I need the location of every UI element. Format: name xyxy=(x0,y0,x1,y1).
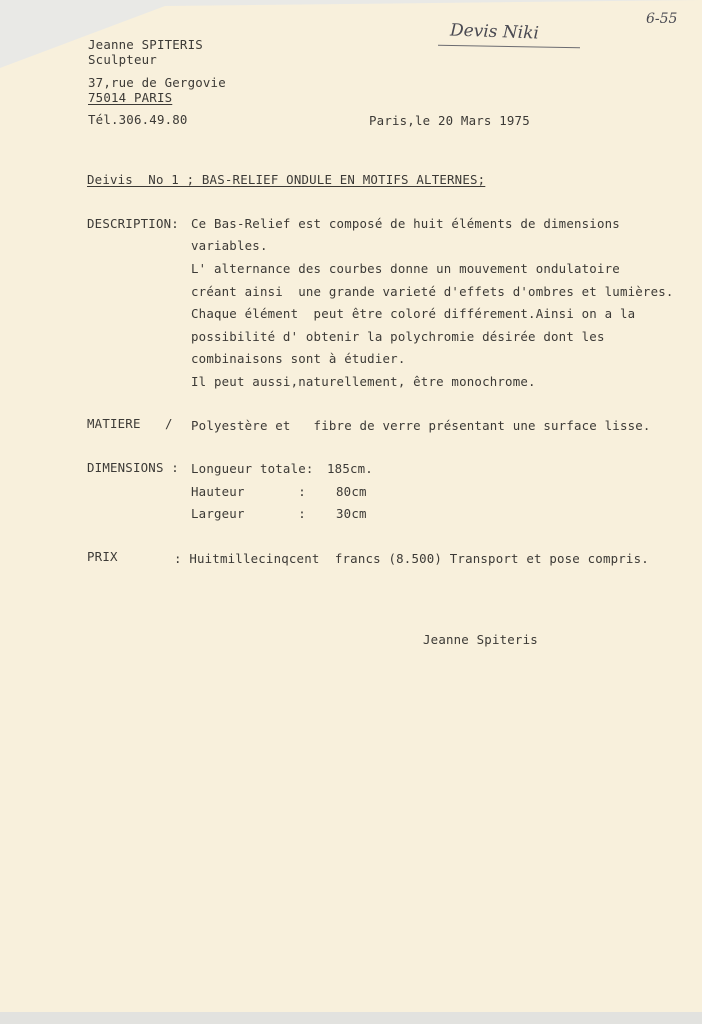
sender-phone: Tél.306.49.80 xyxy=(88,112,188,127)
prix-value: : Huitmillecinqcent francs (8.500) Transport et pose compris. xyxy=(174,551,649,566)
dimension-value: 30cm xyxy=(336,506,367,521)
document-heading: Deivis No 1 ; BAS-RELIEF ONDULE EN MOTIFS ALTERNES; xyxy=(87,172,486,187)
description-line: créant ainsi une grande varieté d'effets d'ombres et lumières. xyxy=(191,284,674,299)
description-line: variables. xyxy=(191,238,268,253)
description-line: Chaque élément peut être coloré différement.Ainsi on a la xyxy=(191,306,636,321)
description-line: combinaisons sont à étudier. xyxy=(191,351,406,366)
description-label: DESCRIPTION: xyxy=(87,216,179,231)
matiere-value: Polyestère et fibre de verre présentant une surface lisse. xyxy=(191,418,651,433)
sender-name: Jeanne SPITERIS xyxy=(88,37,203,52)
sender-profession: Sculpteur xyxy=(88,52,157,67)
description-line: Ce Bas-Relief est composé de huit éléments de dimensions xyxy=(191,216,620,231)
dimension-value: 80cm xyxy=(336,484,367,499)
description-line: possibilité d' obtenir la polychromie désirée dont les xyxy=(191,329,605,344)
handwritten-ref: 6-55 xyxy=(646,11,678,27)
prix-label: PRIX xyxy=(87,549,118,564)
dimensions-label: DIMENSIONS : xyxy=(87,460,179,475)
dimension-value: 185cm. xyxy=(327,461,373,476)
handwritten-title: Devis Niki xyxy=(449,20,540,44)
dimension-name: Hauteur : xyxy=(191,484,306,499)
sender-city: 75014 PARIS xyxy=(88,90,173,105)
description-line: Il peut aussi,naturellement, être monochrome. xyxy=(191,374,536,389)
signature: Jeanne Spiteris xyxy=(423,632,538,647)
description-line: L' alternance des courbes donne un mouvement ondulatoire xyxy=(191,261,620,276)
dimension-name: Largeur : xyxy=(191,506,306,521)
dimension-name: Longueur totale: xyxy=(191,461,314,476)
matiere-separator: / xyxy=(165,416,173,431)
date-line: Paris,le 20 Mars 1975 xyxy=(369,113,530,128)
matiere-label: MATIERE xyxy=(87,416,141,431)
scan-background xyxy=(0,1012,702,1024)
sender-street: 37,rue de Gergovie xyxy=(88,75,226,90)
